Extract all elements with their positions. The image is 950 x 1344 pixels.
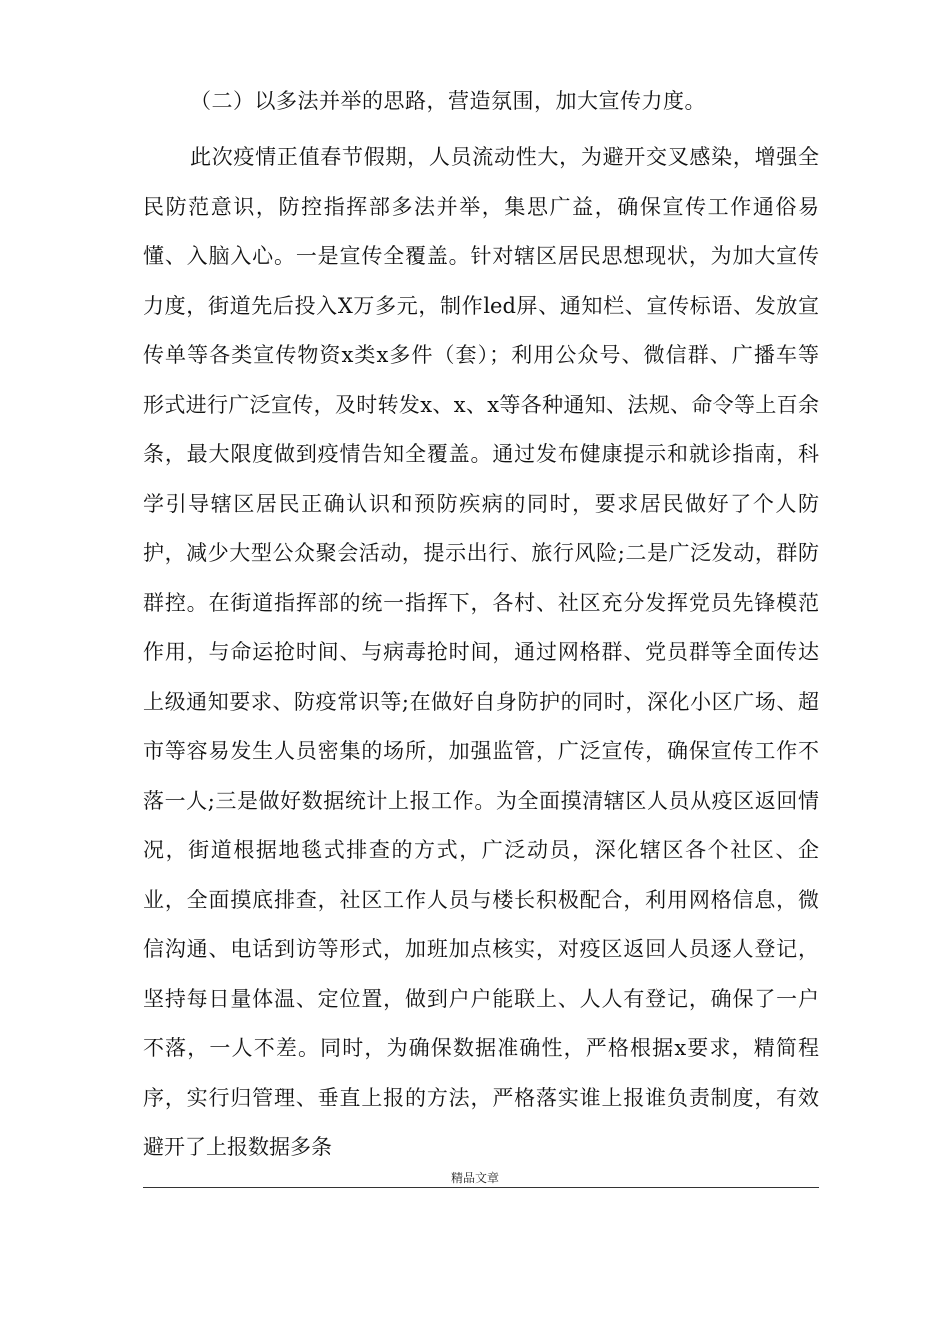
paragraph-line: 护，减少大型公众聚会活动，提示出行、旅行风险;二是广泛发动，群防 [143, 541, 819, 565]
section-heading: （二）以多法并举的思路，营造氛围，加大宣传力度。 [190, 89, 706, 113]
paragraph-line: 作用，与命运抢时间、与病毒抢时间，通过网格群、党员群等全面传达 [143, 640, 819, 664]
paragraph-line: 市等容易发生人员密集的场所，加强监管，广泛宣传，确保宣传工作不 [143, 739, 819, 763]
paragraph-line: 懂、入脑入心。一是宣传全覆盖。针对辖区居民思想现状，为加大宣传 [143, 244, 819, 268]
paragraph-line: 此次疫情正值春节假期，人员流动性大，为避开交叉感染，增强全 [190, 145, 819, 169]
paragraph-line: 力度，街道先后投入X万多元，制作led屏、通知栏、宣传标语、发放宣 [143, 293, 819, 318]
page-footer-label: 精品文章 [450, 1171, 499, 1185]
paragraph-line: 序，实行归管理、垂直上报的方法，严格落实谁上报谁负责制度，有效 [143, 1085, 819, 1110]
paragraph-line: 不落，一人不差。同时，为确保数据准确性，严格根据x要求，精简程 [143, 1036, 819, 1060]
paragraph-line: 群控。在街道指挥部的统一指挥下，各村、社区充分发挥党员先锋模范 [143, 590, 819, 615]
paragraph-line: 坚持每日量体温、定位置，做到户户能联上、人人有登记，确保了一户 [143, 986, 819, 1011]
paragraph-line: 形式进行广泛宣传，及时转发x、x、x等各种通知、法规、命令等上百余 [143, 392, 819, 417]
paragraph-line: 上级通知要求、防疫常识等;在做好自身防护的同时，深化小区广场、超 [143, 689, 819, 714]
paragraph-line: 落一人;三是做好数据统计上报工作。为全面摸清辖区人员从疫区返回情 [143, 788, 819, 813]
paragraph-line: 传单等各类宣传物资x类x多件（套）；利用公众号、微信群、广播车等 [143, 343, 819, 367]
paragraph-line: 信沟通、电话到访等形式，加班加点核实，对疫区返回人员逐人登记， [143, 937, 819, 961]
paragraph-line: 条，最大限度做到疫情告知全覆盖。通过发布健康提示和就诊指南，科 [143, 442, 819, 466]
paragraph-line: 避开了上报数据多条 [143, 1135, 332, 1159]
footer-divider [143, 1187, 819, 1188]
paragraph-line: 况，街道根据地毯式排查的方式，广泛动员，深化辖区各个社区、企 [143, 838, 819, 862]
paragraph-line: 业，全面摸底排查，社区工作人员与楼长积极配合，利用网格信息，微 [143, 887, 819, 912]
paragraph-line: 学引导辖区居民正确认识和预防疾病的同时，要求居民做好了个人防 [143, 491, 819, 516]
body-paragraph [143, 133, 819, 1173]
paragraph-line: 民防范意识，防控指挥部多法并举，集思广益，确保宣传工作通俗易 [143, 194, 819, 219]
